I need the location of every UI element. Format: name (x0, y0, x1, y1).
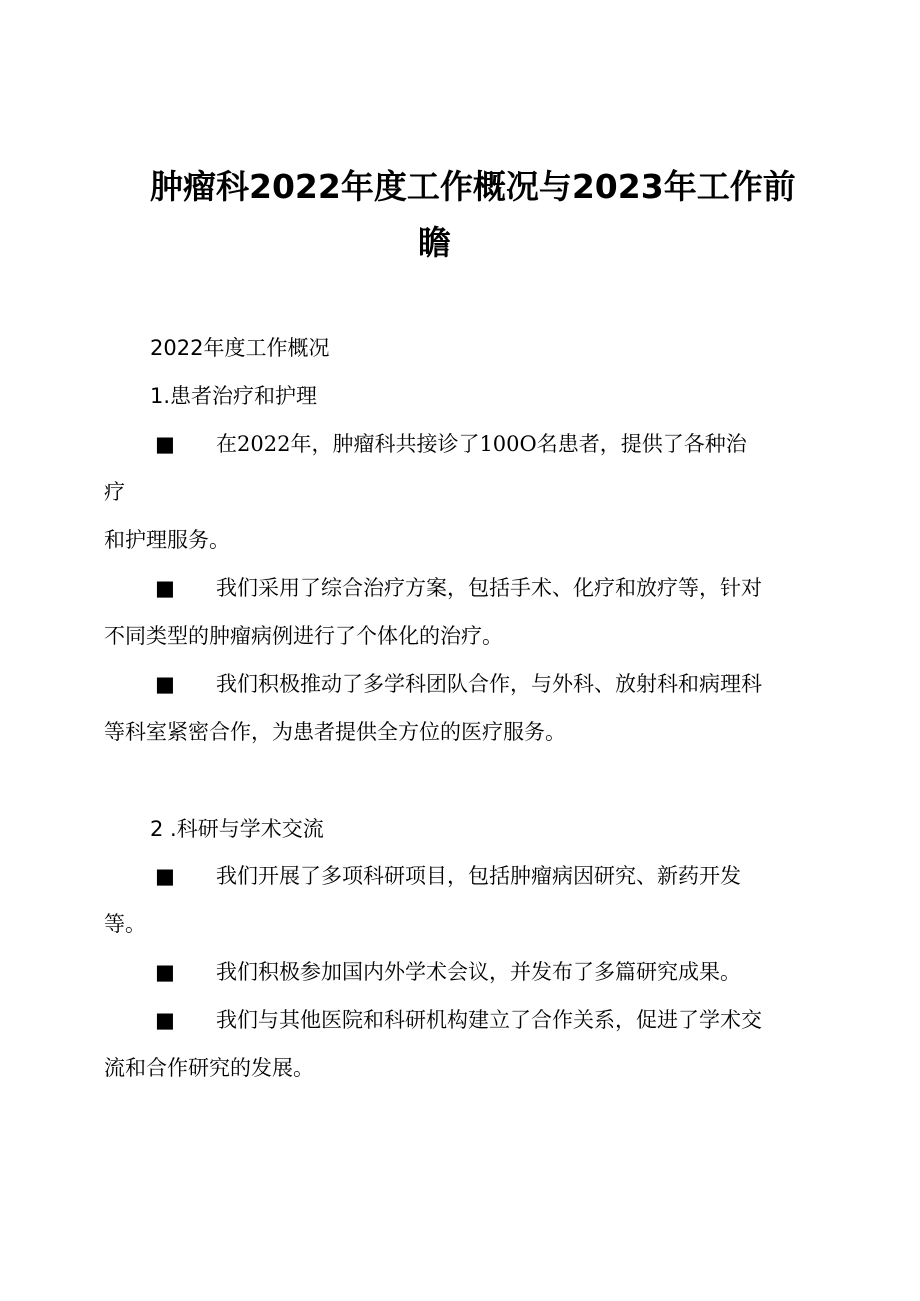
paragraph-line: 我们积极推动了多学科团队合作，与外科、放射科和病理科 (216, 672, 762, 696)
paragraph-line: 疗 (104, 480, 125, 504)
paragraph-line: 我们开展了多项科研项目，包括肿瘤病因研究、新药开发 (216, 864, 741, 888)
paragraph-line: 我们与其他医院和科研机构建立了合作关系，促进了学术交 (216, 1008, 762, 1032)
bullet-marker: ■ (155, 576, 175, 600)
subsection2-heading: 2 .科研与学术交流 (150, 817, 324, 841)
bullet-marker: ■ (155, 960, 175, 984)
bullet-marker: ■ (155, 864, 175, 888)
paragraph-line: 等科室紧密合作，为患者提供全方位的医疗服务。 (104, 720, 566, 744)
document-title-line2: 瞻 (418, 223, 451, 262)
subsection1-heading: 1.患者治疗和护理 (150, 384, 318, 408)
bullet-marker: ■ (155, 432, 175, 456)
paragraph-line: 和护理服务。 (104, 528, 230, 552)
document-title-line1: 肿瘤科2022年度工作概况与2023年工作前 (150, 167, 796, 206)
paragraph-line: 不同类型的肿瘤病例进行了个体化的治疗。 (104, 624, 503, 648)
paragraph-line: 我们积极参加国内外学术会议，并发布了多篇研究成果。 (216, 960, 741, 984)
paragraph-line: 等。 (104, 912, 146, 936)
paragraph-line: 我们采用了综合治疗方案，包括手术、化疗和放疗等，针对 (216, 576, 762, 600)
bullet-marker: ■ (155, 672, 175, 696)
paragraph-line: 流和合作研究的发展。 (104, 1056, 314, 1080)
section-heading: 2022年度工作概况 (150, 336, 330, 360)
bullet-marker: ■ (155, 1008, 175, 1032)
paragraph-line: 在2022年，肿瘤科共接诊了100O名患者，提供了各种治 (216, 432, 747, 456)
